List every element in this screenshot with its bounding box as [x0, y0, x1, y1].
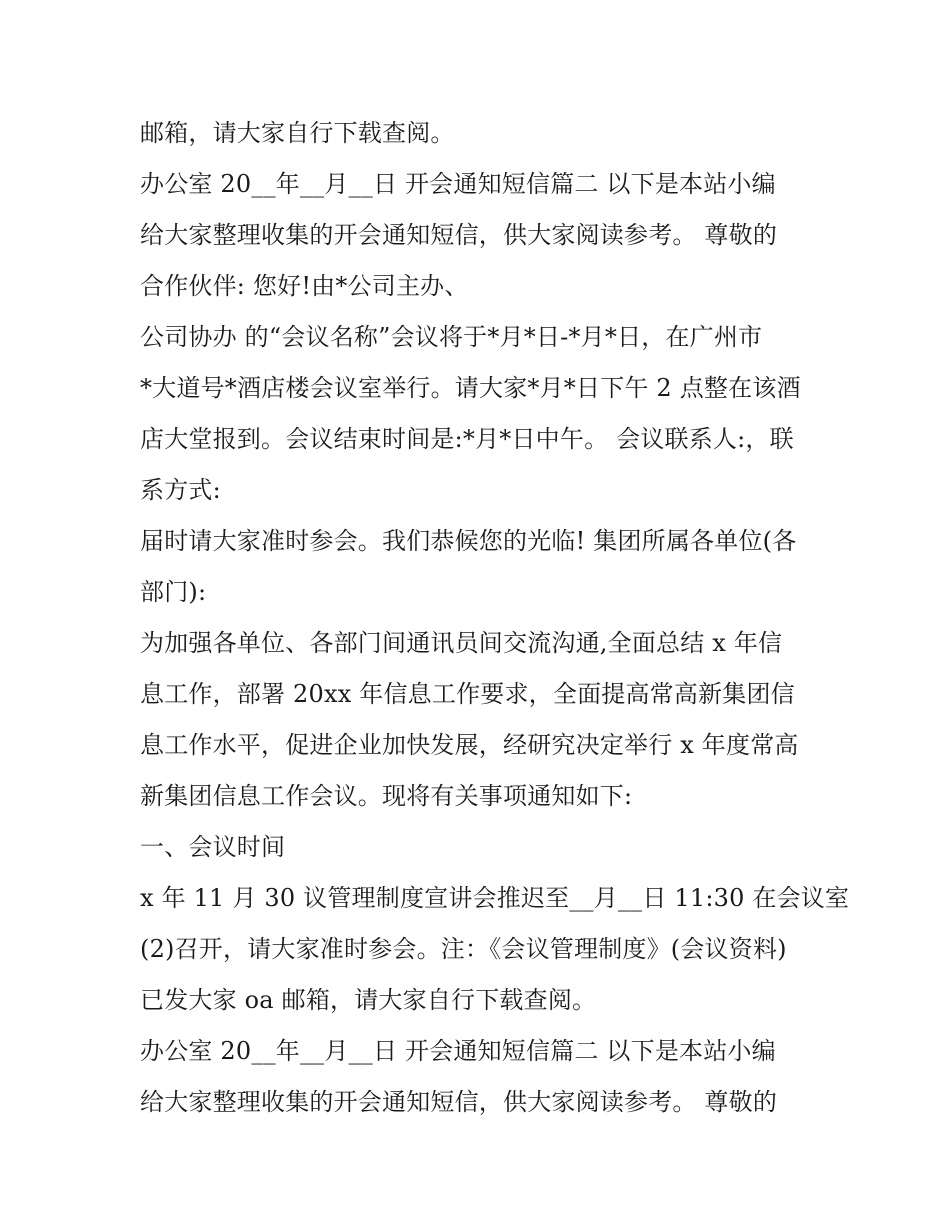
text-line: 系方式: [140, 476, 221, 504]
text-line: *大道号*酒店楼会议室举行。请大家*月*日下午 2 点整在该酒 [140, 374, 801, 402]
text-line: 已发大家 oa 邮箱，请大家自行下载查阅。 [140, 986, 597, 1014]
text-line: 办公室 20__年__月__日 开会通知短信篇二 以下是本站小编 [140, 1037, 776, 1065]
text-line: 公司协办 的“会议名称”会议将于*月*日-*月*日，在广州市 [140, 323, 763, 351]
text-line: 给大家整理收集的开会通知短信，供大家阅读参考。 尊敬的 [140, 1088, 778, 1116]
text-line: 届时请大家准时参会。我们恭候您的光临! 集团所属各单位(各 [140, 527, 797, 555]
text-line: 息工作，部署 20xx 年信息工作要求，全面提高常高新集团信 [140, 680, 795, 708]
document-body [140, 108, 850, 1128]
text-line: 店大堂报到。会议结束时间是:*月*日中午。 会议联系人:，联 [140, 425, 794, 453]
text-line: 息工作水平，促进企业加快发展，经研究决定举行 x 年度常高 [140, 731, 799, 759]
text-line: (2)召开，请大家准时参会。注：《会议管理制度》(会议资料) [140, 935, 787, 963]
text-line: 给大家整理收集的开会通知短信，供大家阅读参考。 尊敬的 [140, 221, 778, 249]
section-heading: 一、会议时间 [140, 833, 286, 861]
text-line: 为加强各单位、各部门间通讯员间交流沟通,全面总结 x 年信 [140, 629, 783, 657]
text-line: 新集团信息工作会议。现将有关事项通知如下: [140, 782, 633, 810]
text-line: x 年 11 月 30 议管理制度宣讲会推迟至__月__日 11:30 在会议室 [140, 884, 850, 912]
text-line: 办公室 20__年__月__日 开会通知短信篇二 以下是本站小编 [140, 170, 776, 198]
text-line: 邮箱，请大家自行下载查阅。 [140, 119, 455, 147]
text-line: 部门): [140, 578, 207, 606]
text-line: 合作伙伴: 您好!由*公司主办、 [140, 272, 469, 300]
